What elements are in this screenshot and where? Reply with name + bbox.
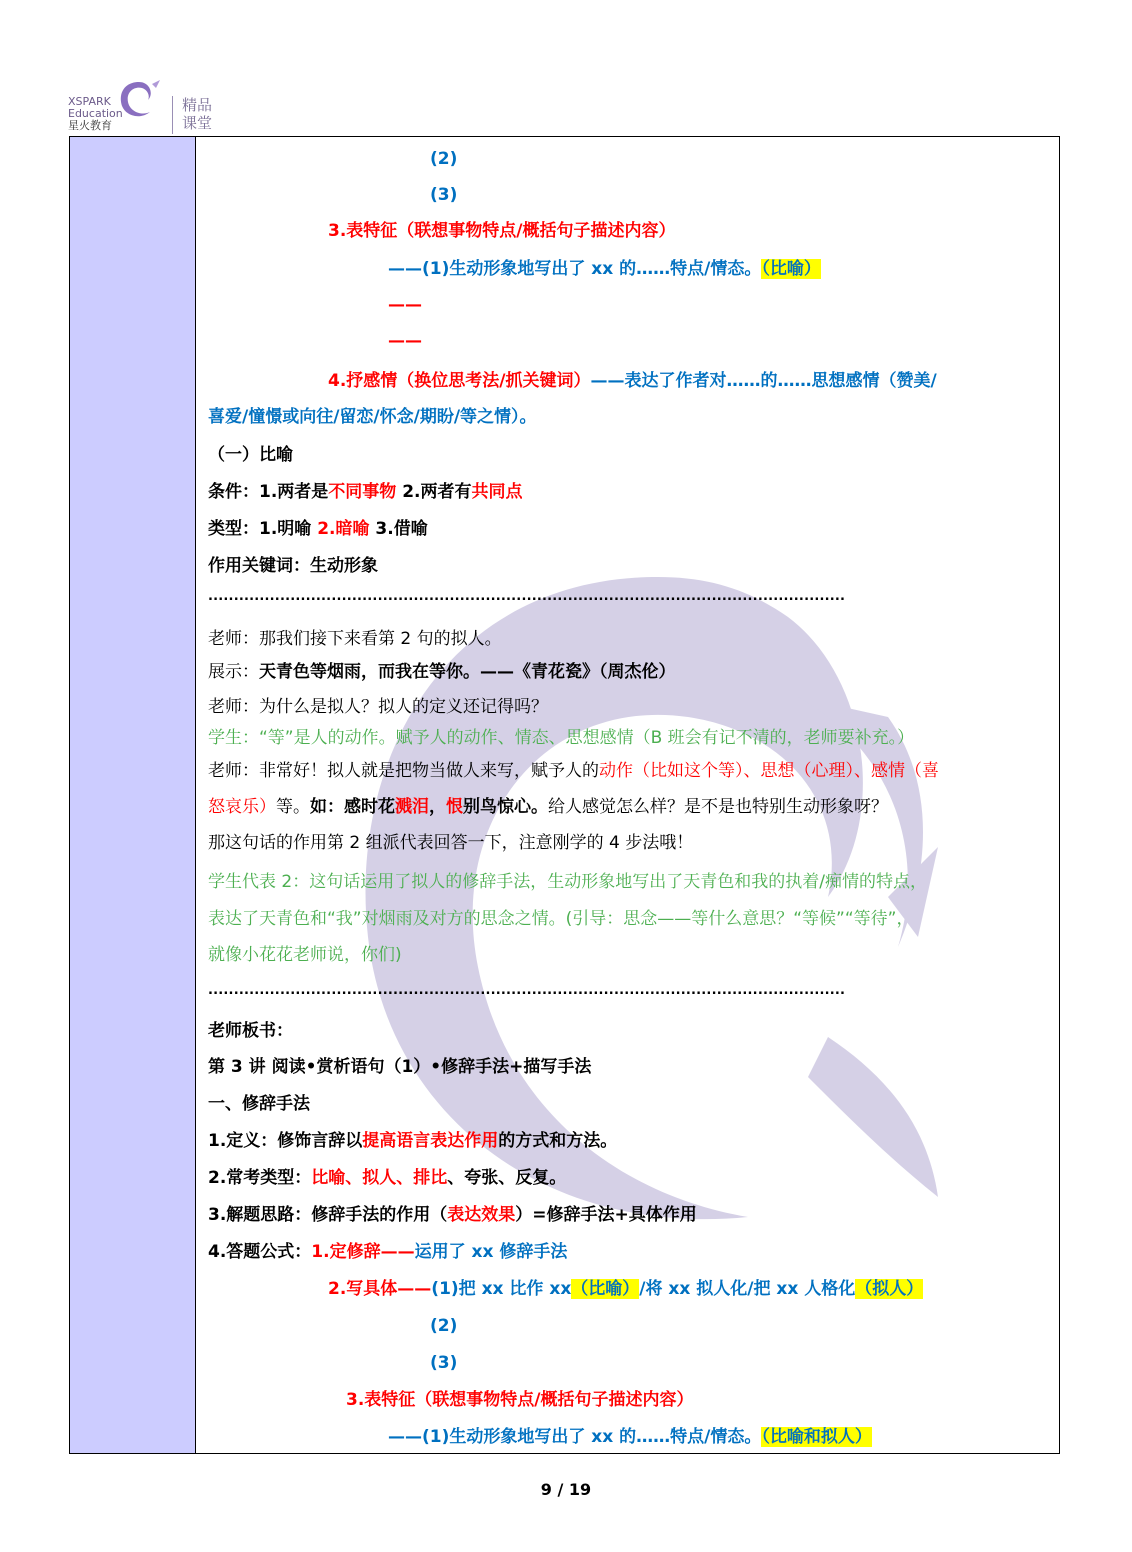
dialog-line: 老师：那我们接下来看第 2 句的拟人。 [208, 629, 502, 649]
text-bold: ， [429, 797, 446, 817]
board-title: 老师板书： [208, 1021, 293, 1041]
step-3-formula [388, 257, 821, 281]
text-red: 1.定修辞—— [311, 1242, 415, 1262]
text: 3.借喻 [369, 519, 428, 539]
text: 2.常考类型： [208, 1168, 312, 1188]
dialog-line [208, 660, 676, 684]
types-line [208, 517, 428, 541]
text: 老师：非常好！拟人就是把物当做人来写，赋予人的 [208, 761, 599, 781]
student-answer: 学生代表 2：这句话运用了拟人的修辞手法，生动形象地写出了天青色和我的执着/痴情的特点， [208, 872, 927, 892]
text-bold: 如：感时花 [310, 797, 395, 817]
step-3-heading: 3.表特征（联想事物特点/概括句子描述内容） [328, 221, 676, 241]
types-line [208, 1166, 566, 1190]
text: 给人感觉怎么样？是不是也特别生动形象呀？ [548, 797, 888, 817]
lecture-title: 第 3 讲 阅读•赏析语句（1）•修辞手法+描写手法 [208, 1057, 592, 1077]
keyword-line: 作用关键词：生动形象 [208, 556, 378, 576]
section-rhetoric: 一、修辞手法 [208, 1094, 310, 1114]
slogan [182, 96, 212, 132]
section-metaphor: （一）比喻 [208, 445, 293, 465]
dash-line: —— [388, 331, 422, 351]
text: 类型：1.明喻 [208, 519, 318, 539]
definition-line [208, 1129, 617, 1153]
line-item-3: (3) [430, 185, 458, 205]
brand-text [68, 96, 123, 132]
line-item-2: (2) [430, 149, 458, 169]
text-blue: /将 xx 拟人化/把 xx 人格化 [639, 1279, 856, 1299]
dialog-line: 那这句话的作用第 2 组派代表回答一下，注意刚学的 4 步法哦！ [208, 833, 694, 853]
text: 条件：1.两者是 [208, 482, 329, 502]
highlight-tag: （比喻） [571, 1279, 640, 1299]
slogan-2: 课堂 [182, 114, 213, 132]
formula-text: ——(1)生动形象地写出了 xx 的……特点/情态。 [388, 259, 762, 279]
step-4-formula: ——表达了作者对……的……思想感情（赞美/ [590, 371, 937, 391]
step-3-formula [388, 1425, 872, 1449]
dotted-divider: ............................................................................................................................ [208, 983, 846, 998]
brand-en-1: XSPARK [68, 95, 111, 108]
text: 的方式和方法。 [498, 1131, 618, 1151]
text-red: 怒哀乐） [208, 797, 276, 817]
text-red: 溅泪 [395, 797, 429, 817]
highlight-tag: （拟人） [855, 1279, 924, 1299]
lesson-content [198, 137, 1059, 1453]
text-red: 表达效果 [447, 1205, 516, 1225]
brand-logo [68, 78, 228, 138]
formula-step-2 [328, 1277, 923, 1301]
text-red: 提高语言表达作用 [362, 1131, 499, 1151]
step-4-formula-cont: 喜爱/憧憬或向往/留恋/怀念/期盼/等之情）。 [208, 407, 537, 427]
page-number: 9 / 19 [540, 1480, 592, 1499]
text: 、夸张、反复。 [447, 1168, 567, 1188]
sidebar-column [70, 137, 196, 1453]
text-red: 动作（比如这个等）、思想（心理）、感情（喜 [599, 761, 939, 781]
dialog-line: 老师：为什么是拟人？拟人的定义还记得吗？ [208, 697, 548, 717]
student-answer: 学生：“等”是人的动作。赋予人的动作、情态、思想感情（B 班会有记不清的，老师要补充。） [208, 728, 915, 748]
text-red: 恨 [446, 797, 463, 817]
student-answer: 就像小花花老师说，你们) [208, 945, 402, 965]
brand-en-2: Education [68, 107, 123, 120]
brand-cn: 星火教育 [68, 119, 112, 132]
approach-line [208, 1203, 697, 1227]
slogan-1: 精品 [182, 96, 213, 114]
text: 等。 [276, 797, 310, 817]
text-blue: (1)把 xx 比作 xx [431, 1279, 572, 1299]
text-red: 比喻、拟人、排比 [311, 1168, 448, 1188]
text-red: 2.写具体—— [328, 1279, 432, 1299]
text: 1.定义：修饰言辞以 [208, 1131, 363, 1151]
line-item-3: (3) [430, 1353, 458, 1373]
text: 4.答题公式： [208, 1242, 312, 1262]
text: ）=修辞手法+具体作用 [515, 1205, 697, 1225]
text-bold: 别鸟惊心。 [463, 797, 548, 817]
formula-line [208, 1240, 567, 1264]
lyric-quote: 天青色等烟雨，而我在等你。——《青花瓷》（周杰伦） [259, 662, 676, 682]
text: 2.两者有 [396, 482, 472, 502]
highlight-tag: （比喻和拟人） [761, 1427, 872, 1447]
step-4-heading [328, 369, 937, 393]
lesson-table [69, 136, 1060, 1454]
student-answer: 表达了天青色和“我”对烟雨及对方的思念之情。(引导：思念——等什么意思？“等候”“等待”， [208, 909, 914, 929]
dash-line: —— [388, 295, 422, 315]
conditions-line [208, 480, 523, 504]
highlight-tag: （比喻） [761, 259, 821, 279]
step-4-label: 4.抒感情（换位思考法/抓关键词） [328, 371, 591, 391]
text-blue: 运用了 xx 修辞手法 [414, 1242, 568, 1262]
logo-divider [172, 96, 173, 134]
dotted-divider: ............................................................................................................................ [208, 589, 846, 604]
text-red: 共同点 [471, 482, 523, 502]
text: 展示： [208, 662, 259, 682]
text-red: 2.暗喻 [317, 519, 370, 539]
dialog-line [208, 759, 939, 783]
dialog-line [208, 795, 888, 819]
text: 3.解题思路：修辞手法的作用（ [208, 1205, 448, 1225]
step-3-heading: 3.表特征（联想事物特点/概括句子描述内容） [346, 1390, 694, 1410]
formula-text: ——(1)生动形象地写出了 xx 的……特点/情态。 [388, 1427, 762, 1447]
line-item-2: (2) [430, 1316, 458, 1336]
text-red: 不同事物 [328, 482, 397, 502]
